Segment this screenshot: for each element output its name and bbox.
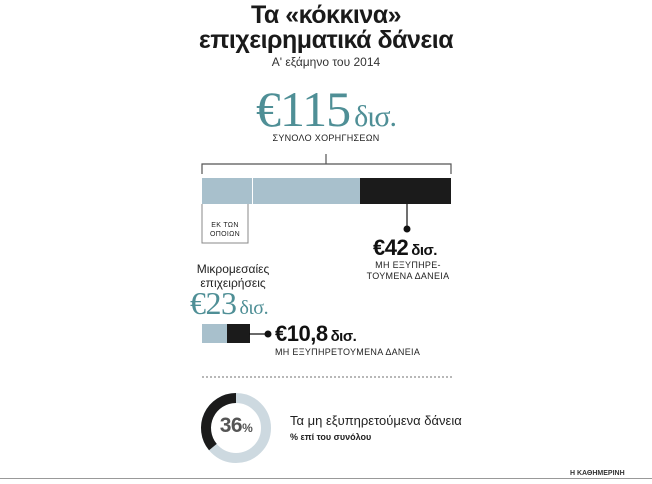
npl-sme-number: €10,8 [275, 321, 328, 346]
bar-sme-divider [252, 178, 253, 204]
sme-value [190, 285, 268, 322]
donut-center-value [200, 414, 272, 438]
total-value-unit: δισ. [354, 100, 397, 133]
sme-bar-segment-performing [202, 324, 227, 343]
ratio-unit: % [242, 421, 253, 435]
of-which-label: ΕΚ ΤΩΝ ΟΠΟΙΩΝ [210, 222, 240, 238]
chart-subtitle: Α' εξάμηνο του 2014 [271, 55, 381, 69]
npl-total-number: €42 [373, 235, 409, 260]
npl-total-label-line1: ΜΗ ΕΞΥΠΗΡΕ- [375, 260, 441, 270]
npl-sme-label: ΜΗ ΕΞΥΠΗΡΕΤΟΥΜΕΝΑ ΔΑΝΕΙΑ [275, 347, 421, 357]
total-loans-value [0, 80, 652, 138]
npl-total-unit: δισ. [411, 242, 437, 259]
sme-bar-segment-non-performing [227, 324, 250, 343]
total-bracket [200, 150, 455, 178]
chart-title-line1: Τα «κόκκινα» [250, 1, 402, 29]
sme-value-number: €23 [190, 285, 237, 321]
npl-total-label [363, 260, 453, 282]
source-label: Η ΚΑΘΗΜΕΡΙΝΗ [570, 470, 625, 477]
npl-sme-value [275, 321, 356, 347]
sme-value-unit: δισ. [239, 297, 269, 319]
npl-sme-connector [249, 328, 275, 340]
npl-total-connector [400, 204, 416, 234]
total-loans-bar [202, 178, 451, 204]
footer-rule [0, 478, 652, 479]
npl-total-label-line2: ΤΟΥΜΕΝΑ ΔΑΝΕΙΑ [366, 271, 450, 281]
total-loans-label: ΣΥΝΟΛΟ ΧΟΡΗΓΗΣΕΩΝ [272, 133, 380, 143]
ratio-label: Τα μη εξυπηρετούμενα δάνεια [290, 413, 462, 428]
sme-label-line1: Μικρομεσαίες [196, 262, 270, 276]
sme-loans-bar [202, 324, 250, 343]
ratio-number: 36 [219, 414, 243, 437]
bar-segment-non-performing [360, 178, 451, 204]
npl-sme-unit: δισ. [330, 328, 357, 345]
total-value-number: €115 [255, 81, 351, 137]
sme-label-line2: επιχειρήσεις [200, 276, 266, 290]
bar-segment-performing [202, 178, 360, 204]
section-separator [202, 376, 452, 378]
ratio-sublabel: % επί του συνόλου [290, 432, 372, 442]
npl-total-value [373, 235, 437, 261]
chart-title-line2: επιχειρηματικά δάνεια [198, 26, 454, 54]
